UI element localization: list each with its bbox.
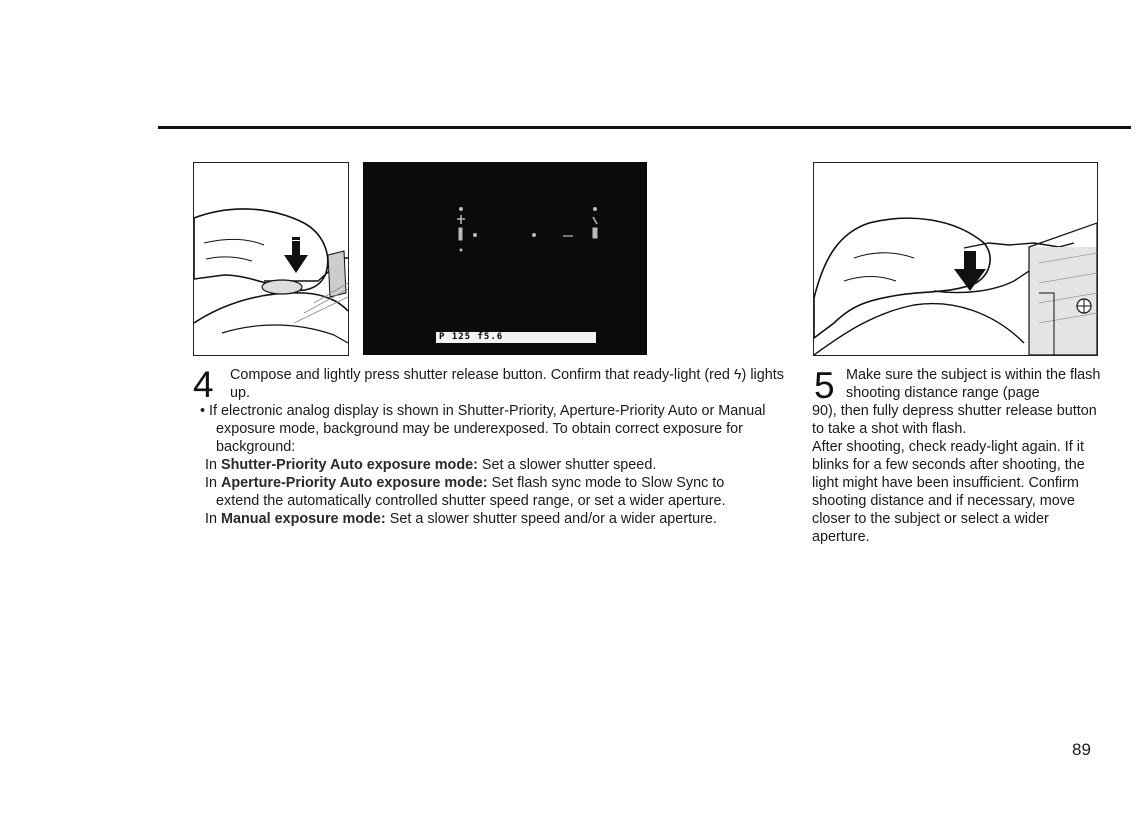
step-5-text-rest: 90), then fully depress shutter release button to take a shot with flash. After shooting, check ready-light again. If it blinks for a few seconds after shooting, the light might have been insufficient. Confirm shooting distance and if necessary, move closer to the subject or select a wider aperture. bbox=[812, 403, 1097, 545]
instruction-text: Set a slower shutter speed and/or a wider aperture. bbox=[385, 511, 717, 527]
shutter-half-press-illustration bbox=[193, 162, 349, 356]
underexposure-bullet: • If electronic analog display is shown in Shutter-Priority, Aperture-Priority Auto or Manual exposure mode, background may be underexposed. To obtain correct exposure for background: bbox=[200, 403, 766, 455]
shutter-full-press-illustration bbox=[813, 162, 1098, 356]
mode-name: Shutter-Priority Auto exposure mode: bbox=[221, 457, 478, 473]
instruction-prefix: In bbox=[205, 511, 221, 527]
finger-full-press-drawing bbox=[814, 163, 1097, 355]
instruction-prefix: In bbox=[205, 475, 221, 491]
step-4-number: 4 bbox=[193, 364, 214, 405]
viewfinder-image bbox=[363, 162, 647, 355]
mode-name: Aperture-Priority Auto exposure mode: bbox=[221, 475, 488, 491]
step-4-text: Compose and lightly press shutter release button. Confirm that ready-light (red ϟ) lights up. bbox=[230, 367, 784, 401]
header-rule bbox=[158, 126, 1131, 129]
underexposure-note bbox=[200, 402, 785, 456]
instruction-continuation: extend the automatically controlled shutter speed range, or set a wider aperture. bbox=[216, 493, 726, 509]
viewfinder-lcd-display: P 125 f5.6 bbox=[436, 332, 596, 343]
finger-press-drawing bbox=[194, 163, 348, 355]
step-5-number: 5 bbox=[814, 365, 835, 406]
shutter-priority-instruction bbox=[205, 456, 805, 474]
aperture-priority-instruction bbox=[205, 474, 785, 510]
manual-mode-instruction bbox=[205, 510, 805, 528]
page-number: 89 bbox=[1072, 740, 1091, 759]
focus-brackets-icon bbox=[363, 162, 647, 355]
mode-name: Manual exposure mode: bbox=[221, 511, 386, 527]
instruction-text: Set flash sync mode to Slow Sync to bbox=[487, 475, 725, 491]
instruction-text: Set a slower shutter speed. bbox=[477, 457, 657, 473]
step-5-text-first: Make sure the subject is within the flash shooting distance range (page bbox=[846, 367, 1101, 401]
arrow-shaft-icon bbox=[292, 241, 300, 257]
instruction-prefix: In bbox=[205, 457, 221, 473]
